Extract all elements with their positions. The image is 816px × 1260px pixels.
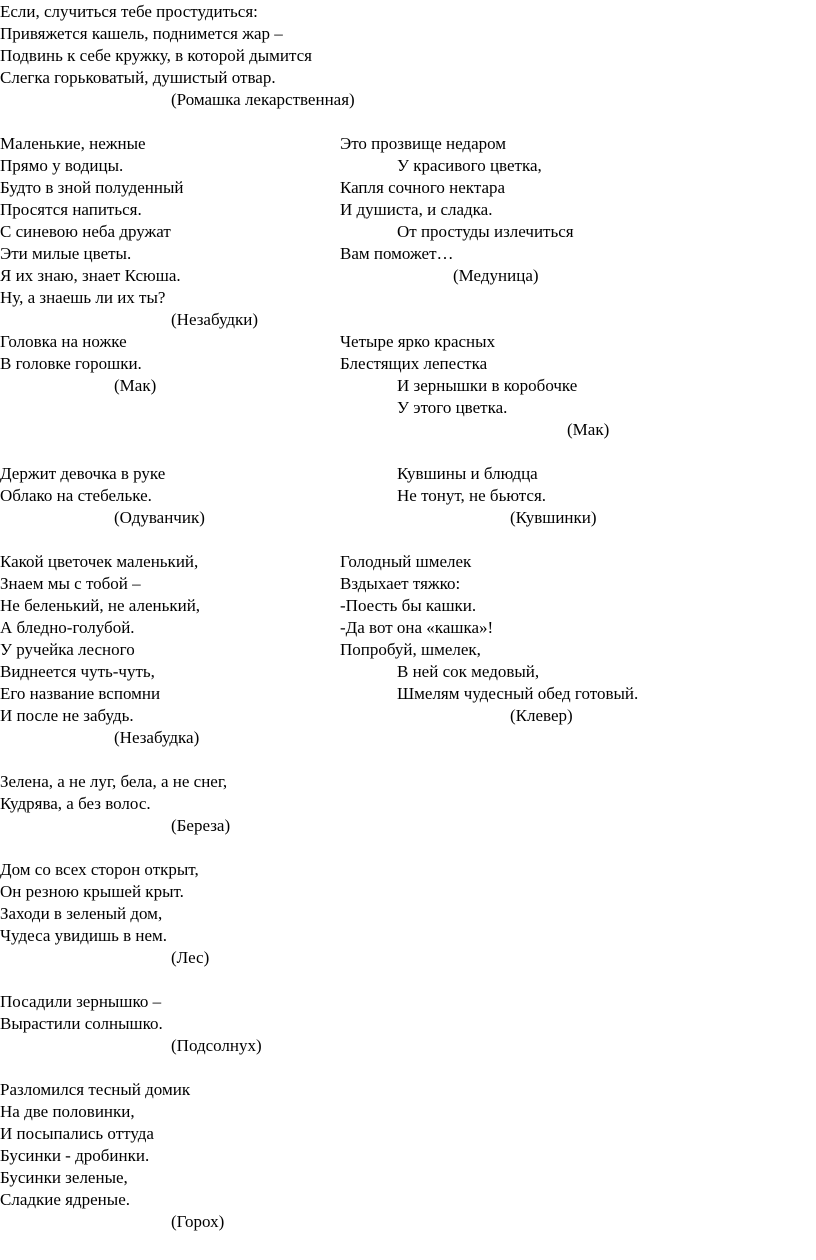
riddle-line: Знаем мы с тобой – — [0, 574, 141, 593]
riddle-line: Виднеется чуть-чуть, — [0, 662, 155, 681]
riddle-line: Не беленький, не аленький, — [0, 596, 201, 615]
riddle-line: В ней сок медовый, — [397, 662, 540, 681]
riddle-line: На две половинки, — [0, 1102, 135, 1121]
riddle-line: Посадили зернышко – — [0, 992, 162, 1011]
riddle-answer: (Клевер) — [510, 706, 573, 725]
riddle-answer: (Незабудка) — [114, 728, 200, 747]
riddle-line: Сладкие ядреные. — [0, 1190, 130, 1209]
riddle-line: -Поесть бы кашки. — [340, 596, 477, 615]
riddle-line: Прямо у водицы. — [0, 156, 124, 175]
riddle-answer: (Одуванчик) — [114, 508, 205, 527]
riddle-line: Я их знаю, знает Ксюша. — [0, 266, 181, 285]
riddle-answer: (Ромашка лекарственная) — [171, 90, 355, 109]
riddle-line: Заходи в зеленый дом, — [0, 904, 163, 923]
riddle-answer: (Кувшинки) — [510, 508, 597, 527]
riddle-line: Бусинки зеленые, — [0, 1168, 128, 1187]
riddle-line: У красивого цветка, — [397, 156, 542, 175]
riddle-line: Блестящих лепестка — [340, 354, 488, 373]
riddle-answer: (Горох) — [171, 1212, 225, 1231]
riddle-line: Попробуй, шмелек, — [340, 640, 481, 659]
riddle-line: У ручейка лесного — [0, 640, 135, 659]
riddle-line: Маленькие, нежные — [0, 134, 146, 153]
riddle-line: И посыпались оттуда — [0, 1124, 154, 1143]
riddle-line: Чудеса увидишь в нем. — [0, 926, 168, 945]
riddle-answer: (Медуница) — [453, 266, 539, 285]
riddle-line: Бусинки - дробинки. — [0, 1146, 150, 1165]
riddle-answer: (Береза) — [171, 816, 231, 835]
riddle-line: Кудрява, а без волос. — [0, 794, 151, 813]
riddle-line: И душиста, и сладка. — [340, 200, 493, 219]
riddle-line: Ну, а знаешь ли их ты? — [0, 288, 166, 307]
riddle-line: Привяжется кашель, поднимется жар – — [0, 24, 283, 43]
riddle-line: Не тонут, не бьются. — [397, 486, 547, 505]
riddle-line: С синевою неба дружат — [0, 222, 171, 241]
riddle-line: А бледно-голубой. — [0, 618, 135, 637]
riddle-line: Он резною крышей крыт. — [0, 882, 184, 901]
riddle-line: Голодный шмелек — [340, 552, 472, 571]
riddle-line: И после не забудь. — [0, 706, 134, 725]
riddle-line: В головке горошки. — [0, 354, 142, 373]
riddle-line: Разломился тесный домик — [0, 1080, 191, 1099]
riddle-line: Эти милые цветы. — [0, 244, 132, 263]
riddle-answer: (Незабудки) — [171, 310, 259, 329]
riddle-line: Вам поможет… — [340, 244, 454, 263]
riddle-line: Вырастили солнышко. — [0, 1014, 163, 1033]
riddle-line: Если, случиться тебе простудиться: — [0, 2, 258, 21]
riddle-line: Облако на стебельке. — [0, 486, 152, 505]
riddle-answer: (Лес) — [171, 948, 210, 967]
riddle-line: Кувшины и блюдца — [397, 464, 538, 483]
riddle-answer: (Мак) — [114, 376, 157, 395]
riddle-line: Головка на ножке — [0, 332, 127, 351]
riddle-line: Его название вспомни — [0, 684, 161, 703]
riddle-line: Будто в зной полуденный — [0, 178, 184, 197]
riddle-answer: (Подсолнух) — [171, 1036, 262, 1055]
riddle-line: Капля сочного нектара — [340, 178, 506, 197]
riddle-line: От простуды излечиться — [397, 222, 574, 241]
riddle-line: Шмелям чудесный обед готовый. — [397, 684, 639, 703]
riddle-line: Подвинь к себе кружку, в которой дымится — [0, 46, 312, 65]
riddle-line: Вздыхает тяжко: — [340, 574, 461, 593]
riddle-line: Слегка горьковатый, душистый отвар. — [0, 68, 276, 87]
riddle-line: Какой цветочек маленький, — [0, 552, 199, 571]
riddle-line: Это прозвище недаром — [340, 134, 507, 153]
riddle-line: Зелена, а не луг, бела, а не снег, — [0, 772, 228, 791]
riddle-line: Дом со всех сторон открыт, — [0, 860, 199, 879]
riddle-answer: (Мак) — [567, 420, 610, 439]
riddle-line: -Да вот она «кашка»! — [340, 618, 494, 637]
riddle-line: Просятся напиться. — [0, 200, 142, 219]
riddle-line: У этого цветка. — [397, 398, 508, 417]
riddle-line: Четыре ярко красных — [340, 332, 496, 351]
riddle-line: И зернышки в коробочке — [397, 376, 578, 395]
riddle-line: Держит девочка в руке — [0, 464, 166, 483]
